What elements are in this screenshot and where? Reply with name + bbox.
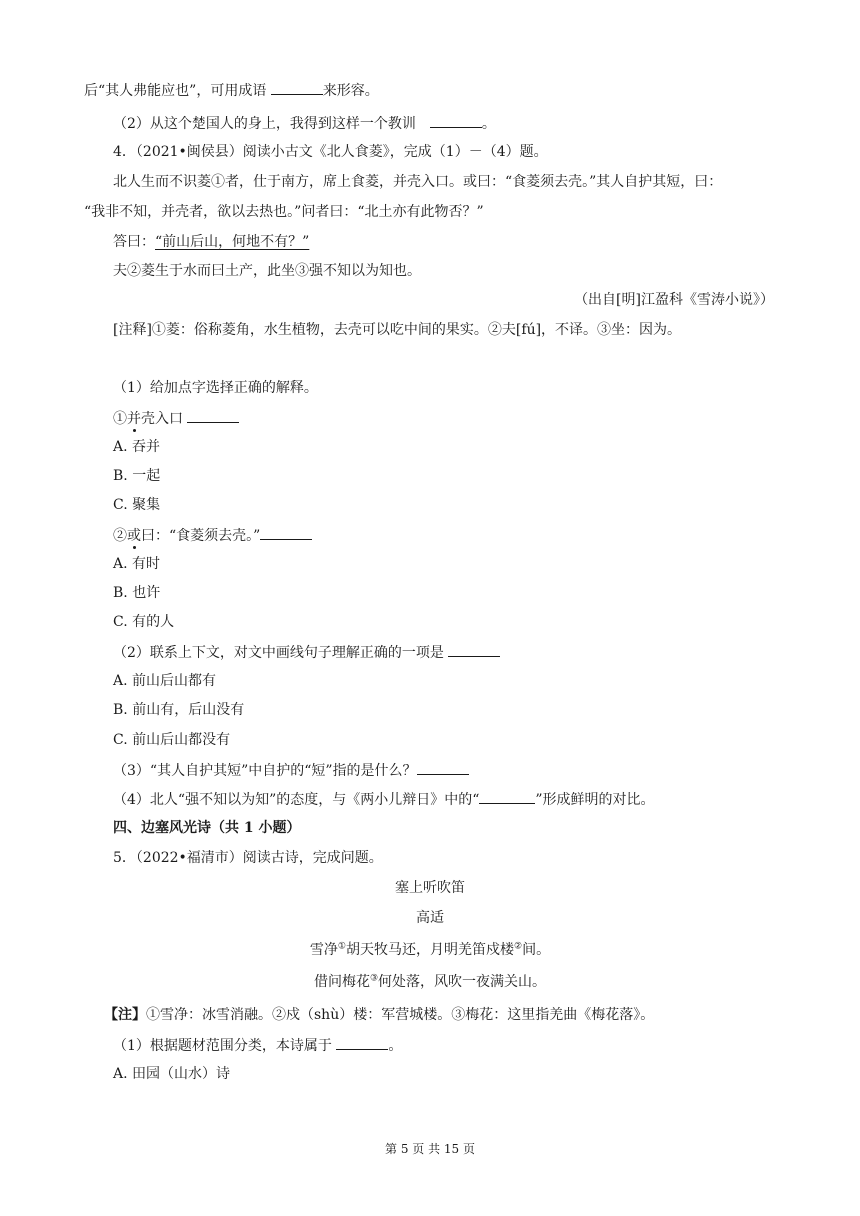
- note-text: ①雪净：冰雪消融。②戍（shù）楼：军营城楼。③梅花：这里指羌曲《梅花落》。: [146, 1007, 655, 1023]
- poem-line-2: [0, 972, 860, 992]
- q4-sub2-title: [113, 642, 500, 663]
- note-label: 【注】: [104, 1007, 146, 1023]
- q4-sub2-text: （2）联系上下文，对文中画线句子理解正确的一项是: [113, 645, 449, 661]
- answer-blank[interactable]: [430, 113, 482, 128]
- q4-passage-line2: “我非不知，并壳者，欲以去热也。”问者曰：“北土亦有此物否？”: [84, 204, 484, 220]
- poem-text: 借问梅花: [313, 974, 370, 990]
- item-marker: ①: [113, 411, 127, 427]
- footnote-marker: ③: [369, 973, 379, 984]
- option-a[interactable]: A. 有时: [113, 556, 161, 572]
- item-text: 曰：“食菱须去壳。”: [141, 528, 261, 544]
- q3-sub2: [113, 113, 496, 134]
- poem-text: 间。: [522, 942, 551, 958]
- q3-sub2-text: （2）从这个楚国人的身上，我得到这样一个教训: [113, 116, 430, 132]
- option-c[interactable]: C. 聚集: [113, 497, 161, 513]
- footnote-marker: ②: [514, 941, 523, 952]
- poem-text: 雪净: [309, 942, 338, 958]
- q4-answer-lead: 答曰：: [113, 234, 155, 250]
- option-c[interactable]: C. 有的人: [113, 614, 175, 630]
- q4-sub3-text: （3）“其人自护其短”中自护的“短”指的是什么？: [113, 763, 417, 779]
- option-a[interactable]: A. 田园（山水）诗: [113, 1066, 231, 1082]
- section-heading: 四、边塞风光诗（共 1 小题）: [113, 820, 301, 836]
- q4-passage-line1: 北人生而不识菱①者，仕于南方，席上食菱，并壳入口。或曰：“食菱须去壳。”其人自护其短，曰：: [113, 174, 723, 190]
- option-c[interactable]: C. 前山后山都没有: [113, 732, 231, 748]
- q5-heading: 5．（2022•福清市）阅读古诗，完成问题。: [113, 850, 383, 866]
- q3-idiom-text-end: 来形容。: [322, 83, 379, 99]
- poem-text: 何处落，风吹一夜满关山。: [378, 974, 547, 990]
- answer-blank[interactable]: [336, 1035, 388, 1050]
- q4-source: （出自[明]江盈科《雪涛小说》）: [574, 292, 774, 308]
- answer-blank[interactable]: [417, 760, 469, 775]
- q4-heading: 4．（2021•闽侯县）阅读小古文《北人食菱》，完成（1）－（4）题。: [113, 144, 548, 160]
- q4-passage-answer: [113, 232, 309, 252]
- option-b[interactable]: B. 也许: [113, 585, 161, 601]
- q4-annotation: [注释]①菱：俗称菱角，水生植物，去壳可以吃中间的果实。②夫[fú]，不译。③坐：因为。: [113, 322, 682, 338]
- answer-blank[interactable]: [187, 408, 239, 423]
- q4-passage-line4: 夫②菱生于水而曰土产，此坐③强不知以为知也。: [113, 263, 421, 279]
- poem-title: 塞上听吹笛: [395, 880, 465, 896]
- q4-sub4-text: （4）北人“强不知以为知”的态度，与《两小儿辩日》中的“: [113, 792, 480, 808]
- item-text: 壳入口: [141, 411, 188, 427]
- option-a[interactable]: A. 前山后山都有: [113, 673, 217, 689]
- q4-sub4: [113, 789, 655, 810]
- q5-sub1-end: 。: [388, 1038, 403, 1054]
- poem-text: 胡天牧马还，月明羌笛戍楼: [346, 942, 514, 958]
- footnote-marker: ①: [337, 941, 346, 952]
- q5-sub1: [113, 1035, 402, 1056]
- q4-sub3: [113, 760, 469, 781]
- q4-sub1-item1: [113, 408, 239, 429]
- q3-idiom-line: [84, 80, 379, 101]
- answer-blank[interactable]: [448, 642, 500, 657]
- dotted-char: 并: [127, 411, 141, 427]
- poem-author: 高适: [416, 910, 444, 926]
- q4-sub1-title: （1）给加点字选择正确的解释。: [113, 380, 318, 396]
- option-b[interactable]: B. 前山有，后山没有: [113, 702, 245, 718]
- q5-annotation: [104, 1005, 654, 1025]
- dotted-char: 或: [127, 528, 141, 544]
- item-marker: ②: [113, 528, 127, 544]
- poem-line-1: [0, 940, 860, 960]
- q4-sub4-end: ”形成鲜明的对比。: [535, 792, 655, 808]
- q4-underlined-sentence: “前山后山，何地不有？”: [155, 234, 310, 250]
- q4-sub1-item2: [113, 525, 312, 546]
- answer-blank[interactable]: [271, 80, 323, 95]
- answer-blank[interactable]: [260, 525, 312, 540]
- q5-sub1-text: （1）根据题材范围分类，本诗属于: [113, 1038, 337, 1054]
- page-number: 第 5 页 共 15 页: [385, 1142, 475, 1156]
- q3-idiom-text: 后“其人弗能应也”，可用成语: [84, 83, 271, 99]
- option-a[interactable]: A. 吞并: [113, 439, 161, 455]
- answer-blank[interactable]: [479, 789, 535, 804]
- option-b[interactable]: B. 一起: [113, 468, 161, 484]
- q3-sub2-end: 。: [481, 116, 496, 132]
